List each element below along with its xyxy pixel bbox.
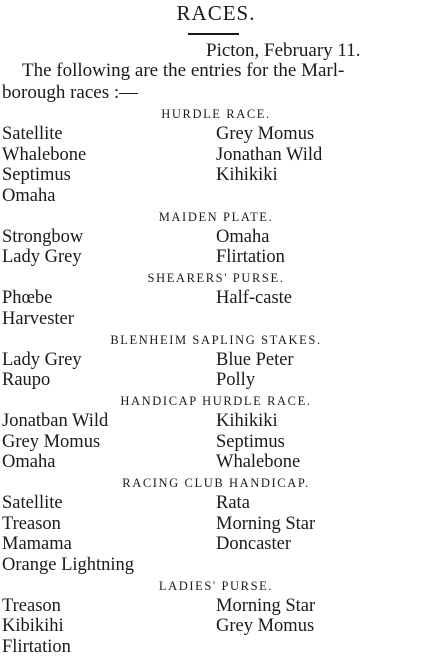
horse-name: Kihikiki xyxy=(216,410,278,431)
entry-row xyxy=(0,493,432,514)
entry-row xyxy=(0,555,432,576)
race-heading: BLENHEIM SAPLING STAKES. xyxy=(110,332,322,347)
race-heading: LADIES' PURSE. xyxy=(158,578,274,593)
horse-name: Jonathan Wild xyxy=(216,144,323,165)
entry-row xyxy=(0,637,432,658)
entry-row xyxy=(0,186,432,207)
horse-name: Polly xyxy=(216,370,256,391)
race-heading: HANDICAP HURDLE RACE. xyxy=(120,393,312,408)
entry-row xyxy=(0,165,432,186)
race-section xyxy=(0,330,432,391)
race-entries xyxy=(0,104,432,658)
horse-name: Mamama xyxy=(2,534,72,555)
horse-name: Treason xyxy=(2,595,61,616)
race-section xyxy=(0,268,432,329)
race-section xyxy=(0,391,432,473)
title-rule xyxy=(188,33,239,35)
horse-name: Strongbow xyxy=(2,226,84,247)
horse-name: Orange Lightning xyxy=(2,555,135,575)
horse-name: Harvester xyxy=(2,308,74,329)
horse-name: Omaha xyxy=(2,186,56,207)
entry-row xyxy=(0,124,432,145)
horse-name: Doncaster xyxy=(216,534,291,555)
race-section xyxy=(0,207,432,268)
horse-name: Half-caste xyxy=(216,288,293,309)
horse-name: Satellite xyxy=(2,124,63,144)
horse-name: Satellite xyxy=(2,492,63,513)
race-heading: SHEARERS' PURSE. xyxy=(147,271,285,286)
intro-paragraph xyxy=(2,60,430,104)
horse-name: Flirtation xyxy=(2,637,71,658)
horse-name: Grey Momus xyxy=(216,124,315,144)
intro-line-2: borough races :— xyxy=(2,82,139,103)
horse-name: Omaha xyxy=(216,226,270,247)
article-title: RACES. xyxy=(176,1,256,25)
horse-name: Septimus xyxy=(216,431,285,452)
horse-name: Morning Star xyxy=(216,595,316,616)
entry-row xyxy=(0,432,432,453)
entry-row xyxy=(0,616,432,637)
entry-row xyxy=(0,514,432,535)
entry-row xyxy=(0,350,432,371)
horse-name: Whalebone xyxy=(2,144,87,165)
entry-row xyxy=(0,227,432,248)
horse-name: Grey Momus xyxy=(216,616,315,637)
dateline: Picton, February 11. xyxy=(206,40,361,61)
entry-row xyxy=(0,596,432,617)
horse-name: Blue Peter xyxy=(216,349,294,370)
entry-row xyxy=(0,288,432,309)
horse-name: Rata xyxy=(216,492,250,513)
horse-name: Kihikiki xyxy=(216,165,278,186)
horse-name: Jonatban Wild xyxy=(2,410,109,431)
horse-name: Omaha xyxy=(2,452,56,473)
horse-name: Whalebone xyxy=(216,452,301,473)
entry-row xyxy=(0,452,432,473)
horse-name: Lady Grey xyxy=(2,247,82,268)
horse-name: Septimus xyxy=(2,165,71,186)
horse-name: Kibikihi xyxy=(2,616,64,637)
horse-name: Phœbe xyxy=(2,288,53,309)
entry-row xyxy=(0,309,432,330)
entry-row xyxy=(0,145,432,166)
race-heading: MAIDEN PLATE. xyxy=(158,209,274,224)
race-section xyxy=(0,576,432,658)
race-heading: HURDLE RACE. xyxy=(161,107,271,121)
horse-name: Flirtation xyxy=(216,247,285,268)
entry-row xyxy=(0,534,432,555)
horse-name: Treason xyxy=(2,513,61,534)
horse-name: Morning Star xyxy=(216,513,316,534)
entry-row xyxy=(0,247,432,268)
horse-name: Grey Momus xyxy=(2,431,101,452)
horse-name: Lady Grey xyxy=(2,349,82,370)
intro-line-1: The following are the entries for the Marl- xyxy=(22,60,345,81)
entry-row xyxy=(0,411,432,432)
horse-name: Raupo xyxy=(2,370,51,391)
race-section xyxy=(0,473,432,576)
race-section xyxy=(0,104,432,207)
race-heading: RACING CLUB HANDICAP. xyxy=(122,475,310,490)
entry-row xyxy=(0,370,432,391)
